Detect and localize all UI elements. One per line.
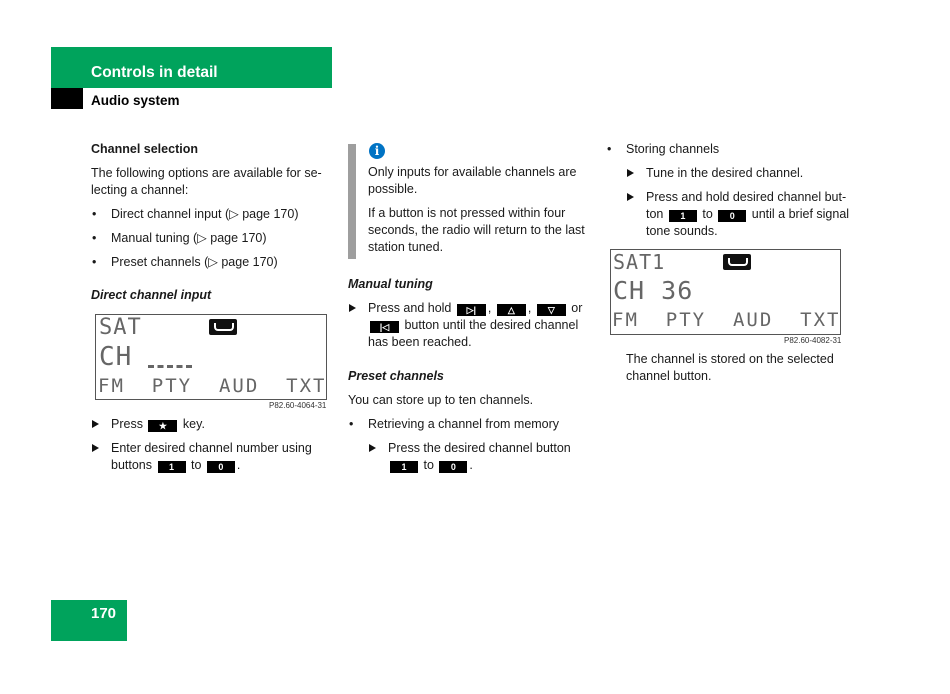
lcd-line-3: FM PTY AUD TXT	[612, 309, 841, 331]
up-key: △	[497, 304, 526, 316]
step-text: Press the desired channel button	[388, 441, 571, 455]
info-text-1: Only inputs for available channels are possible.	[368, 165, 577, 196]
column-2	[368, 164, 588, 256]
figure-id: P82.60-4082-31	[784, 336, 842, 345]
lcd-line-2: CH 36	[613, 276, 694, 305]
lcd-line-2: CH	[99, 342, 133, 372]
page-number: 170	[91, 605, 117, 622]
channel-selection-heading: Channel selection	[91, 142, 198, 156]
intro-text: The following options are available for se-lecting a channel:	[91, 166, 322, 197]
subsection-title: Audio system	[91, 93, 180, 108]
step-text: key.	[182, 417, 205, 431]
info-icon: i	[369, 143, 385, 159]
direct-input-heading: Direct channel input	[91, 288, 212, 302]
to-text: to	[702, 207, 713, 221]
key-1: 1	[669, 210, 697, 222]
option-item: • Preset channels (▷ page 170)	[91, 254, 331, 271]
star-key: ★	[148, 420, 177, 432]
column-2-lower	[348, 276, 588, 474]
column-3	[606, 141, 851, 240]
step-text: Press	[111, 417, 143, 431]
step-text: Press and hold desired channel but-ton	[646, 190, 847, 221]
key-0: 0	[207, 461, 235, 473]
key-1: 1	[390, 461, 418, 473]
lcd-line-1: SAT	[99, 315, 142, 340]
cassette-icon	[209, 319, 237, 335]
or-text: or	[571, 301, 583, 315]
to-text: to	[423, 458, 434, 472]
retrieve-step: Press the desired channel button 1 to 0 .	[368, 440, 588, 474]
lcd-line-1: SAT1	[613, 250, 666, 274]
manual-tuning-heading: Manual tuning	[348, 277, 433, 291]
direct-steps	[91, 416, 331, 474]
step-text: Press and hold	[368, 301, 452, 315]
store-step-2	[626, 189, 851, 240]
key-0: 0	[439, 461, 467, 473]
down-key: ▽	[537, 304, 566, 316]
lcd-line-3: FM PTY AUD TXT	[98, 375, 327, 397]
column-1	[91, 141, 331, 304]
key-0: 0	[718, 210, 746, 222]
manual-step: Press and hold ▷| , △ , ▽ or |◁ button until the desired channel has been reached.	[348, 300, 588, 351]
preset-intro: You can store up to ten channels.	[348, 393, 534, 407]
step-text: Enter desired channel number using buttons	[111, 441, 312, 472]
subsection-marker	[51, 88, 83, 109]
lcd-display-stored	[610, 249, 841, 335]
seek-forward-key: ▷|	[457, 304, 486, 316]
store-step-1: Tune in the desired channel.	[626, 165, 851, 182]
step-text: button until the desired channel has been reached.	[368, 318, 579, 349]
figure-id: P82.60-4064-31	[269, 401, 327, 410]
cassette-icon	[723, 254, 751, 270]
option-item: • Manual tuning (▷ page 170)	[91, 230, 331, 247]
step-text: until a brief signal tone sounds.	[646, 207, 850, 238]
retrieve-item: • Retrieving a channel from memory	[348, 416, 588, 433]
step-press-star	[91, 416, 331, 433]
section-title: Controls in detail	[91, 64, 218, 81]
preset-heading: Preset channels	[348, 369, 444, 383]
key-1: 1	[158, 461, 186, 473]
info-text-2: If a button is not pressed within four seconds, the radio will return to the last station tuned.	[368, 206, 585, 254]
info-bar	[348, 144, 356, 259]
step-enter-number: Enter desired channel number using buttons 1 to 0 .	[91, 440, 331, 474]
seek-back-key: |◁	[370, 321, 399, 333]
store-result: The channel is stored on the selected channel button.	[626, 352, 834, 383]
to-text: to	[190, 458, 202, 472]
lcd-display-direct	[95, 314, 327, 400]
option-item: • Direct channel input (▷ page 170)	[91, 206, 331, 223]
storing-item: • Storing channels	[606, 141, 851, 158]
cursor-dashes	[148, 365, 192, 371]
